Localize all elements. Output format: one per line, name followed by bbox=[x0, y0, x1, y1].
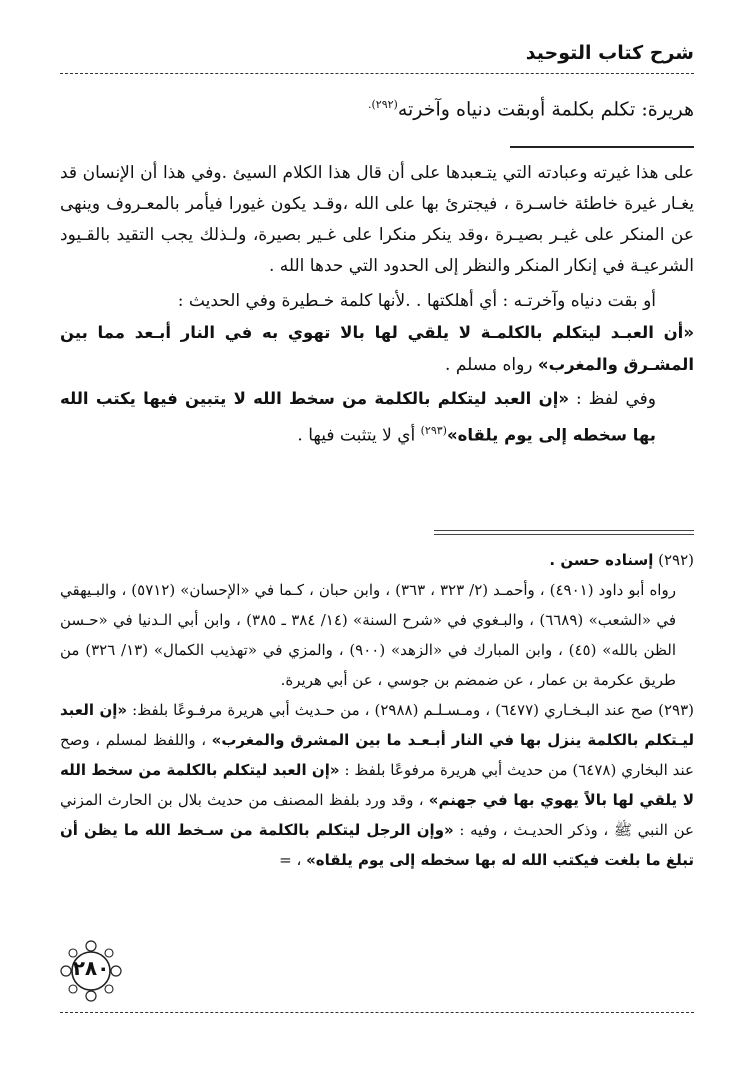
header-rule bbox=[60, 73, 694, 74]
footnote-292-label: (٢٩٢) bbox=[653, 551, 694, 569]
hadith-main: هريرة: تكلم بكلمة أوبقت دنياه وآخرته bbox=[397, 98, 694, 121]
hadith-footnote-ref: (٢٩٢). bbox=[367, 98, 398, 111]
footnotes bbox=[60, 545, 694, 875]
paragraph-2-tail: رواه مسلم . bbox=[445, 355, 538, 375]
hadith-quote-1: «أن العبـد ليتكلم بالكلمـة لا يلقي لها بالا تهوي به في النار أبـعد مما بين المشـرق والمغرب» bbox=[60, 323, 694, 374]
footer-rule bbox=[60, 1012, 694, 1013]
footnote-292-body: رواه أبو داود (٤٩٠١) ، وأحمـد (٢/ ٣٢٣ ، ٣٦٣) ، وابن حبان ، كـما في «الإحسان» (٥٧١٢) ، والبـيهقي في «الشعب» (٦٦٨٩) ، والبـغوي في «شرح السنة» (١٤/ ٣٨٤ ـ ٣٨٥) ، وابن أبي الـدنيا في «حـسن الظن بالله» (٤٥) ، وابن المبارك في «الزهد» (٩٠٠) ، والمزي في «تهذيب الكمال» (١٣/ ٣٢٦) من طريق عكرمة بن عمار ، عن ضمضم بن جوسي ، عن أبي هريرة. bbox=[60, 581, 677, 689]
footnote-293-part-a: (٢٩٣) صح عند البـخـاري (٦٤٧٧) ، ومـسـلـم (٢٩٨٨) ، من حـديث أبي هريرة مرفـوعًا بلفظ: bbox=[127, 701, 695, 719]
hadith-quote-2: «إن العبد ليتكلم بالكلمة من سخط الله لا يتبين فيها يكتب الله بها سخطه إلى يوم يلقاه» bbox=[60, 389, 656, 445]
footnote-293 bbox=[60, 695, 694, 875]
footnote-292-title: إسناده حسن . bbox=[549, 551, 654, 569]
footnote-293-quote-2: «إن العبد ليتكلم بالكلمة من سخط الله لا يلقي لها بالاً يهوي بها في جهنم» bbox=[60, 761, 694, 809]
paragraph-3-intro: وفي لفظ : bbox=[569, 389, 656, 409]
footnote-separator bbox=[434, 530, 694, 535]
footnote-293-quote-3: «وإن الرجل ليتكلم بالكلمة من سـخط الله ما يظن أن تبلغ ما بلغت فيكتب الله له بها سخطه إلى يوم يلقاه» bbox=[60, 821, 694, 869]
paragraph-3-tail: أي لا يتثبت فيها . bbox=[297, 425, 421, 446]
page-number-ornament bbox=[60, 940, 122, 1002]
footnote-ref-293: (٢٩٣) bbox=[420, 424, 447, 437]
commentary bbox=[60, 158, 694, 452]
footnote-293-part-c: ، وقد ورد بلفظ المصنف من حديث بلال بن الحارث المزني عن النبي ﷺ ، وذكر الحديـث ، وفيه : bbox=[60, 791, 694, 839]
hadith-text bbox=[60, 88, 694, 126]
footnote-293-quote-1: «إن العبد ليـتكلم بالكلمة ينزل بها في النار أبـعـد ما بين المشرق والمغرب» bbox=[60, 701, 694, 749]
footnote-292 bbox=[60, 545, 694, 575]
commentary-paragraph-3 bbox=[60, 383, 694, 452]
commentary-paragraph-1: على هذا غيرته وعبادته التي يتـعبدها على أن قال هذا الكلام السيئ .وفي هذا أن الإنسان قد يغـار غيرة خاطئة خاسـرة ، فيجترئ بها على الله ،وقـد يكون غيورا فيأمر بالمعـروف وينهى عن المنكر على غيـر بصيـرة ،وقد ينكر منكرا على غـير بصيرة، ولـذلك يجب التقيد بالقـيود الشرعيـة في إنكار المنكر والنظر إلى الحدود التي حدها الله . bbox=[60, 163, 694, 276]
running-header-title: شرح كتاب التوحيد bbox=[525, 42, 694, 64]
page-number: ٢٨٠ bbox=[72, 956, 110, 980]
commentary-paragraph-2-quote bbox=[60, 317, 694, 381]
footnote-293-part-d: ، = bbox=[279, 851, 307, 869]
commentary-paragraph-2 bbox=[60, 286, 694, 317]
footnote-293-part-b: ، واللفظ لمسلم ، وصح عند البخاري (٦٤٧٨) من حديث أبي هريرة مرفوعًا بلفظ : bbox=[60, 731, 694, 779]
paragraph-2-intro: أو بقت دنياه وآخرتـه : أي أهلكتها . .لأنها كلمة خـطيرة وفي الحديث : bbox=[177, 291, 656, 311]
section-rule bbox=[510, 146, 694, 148]
